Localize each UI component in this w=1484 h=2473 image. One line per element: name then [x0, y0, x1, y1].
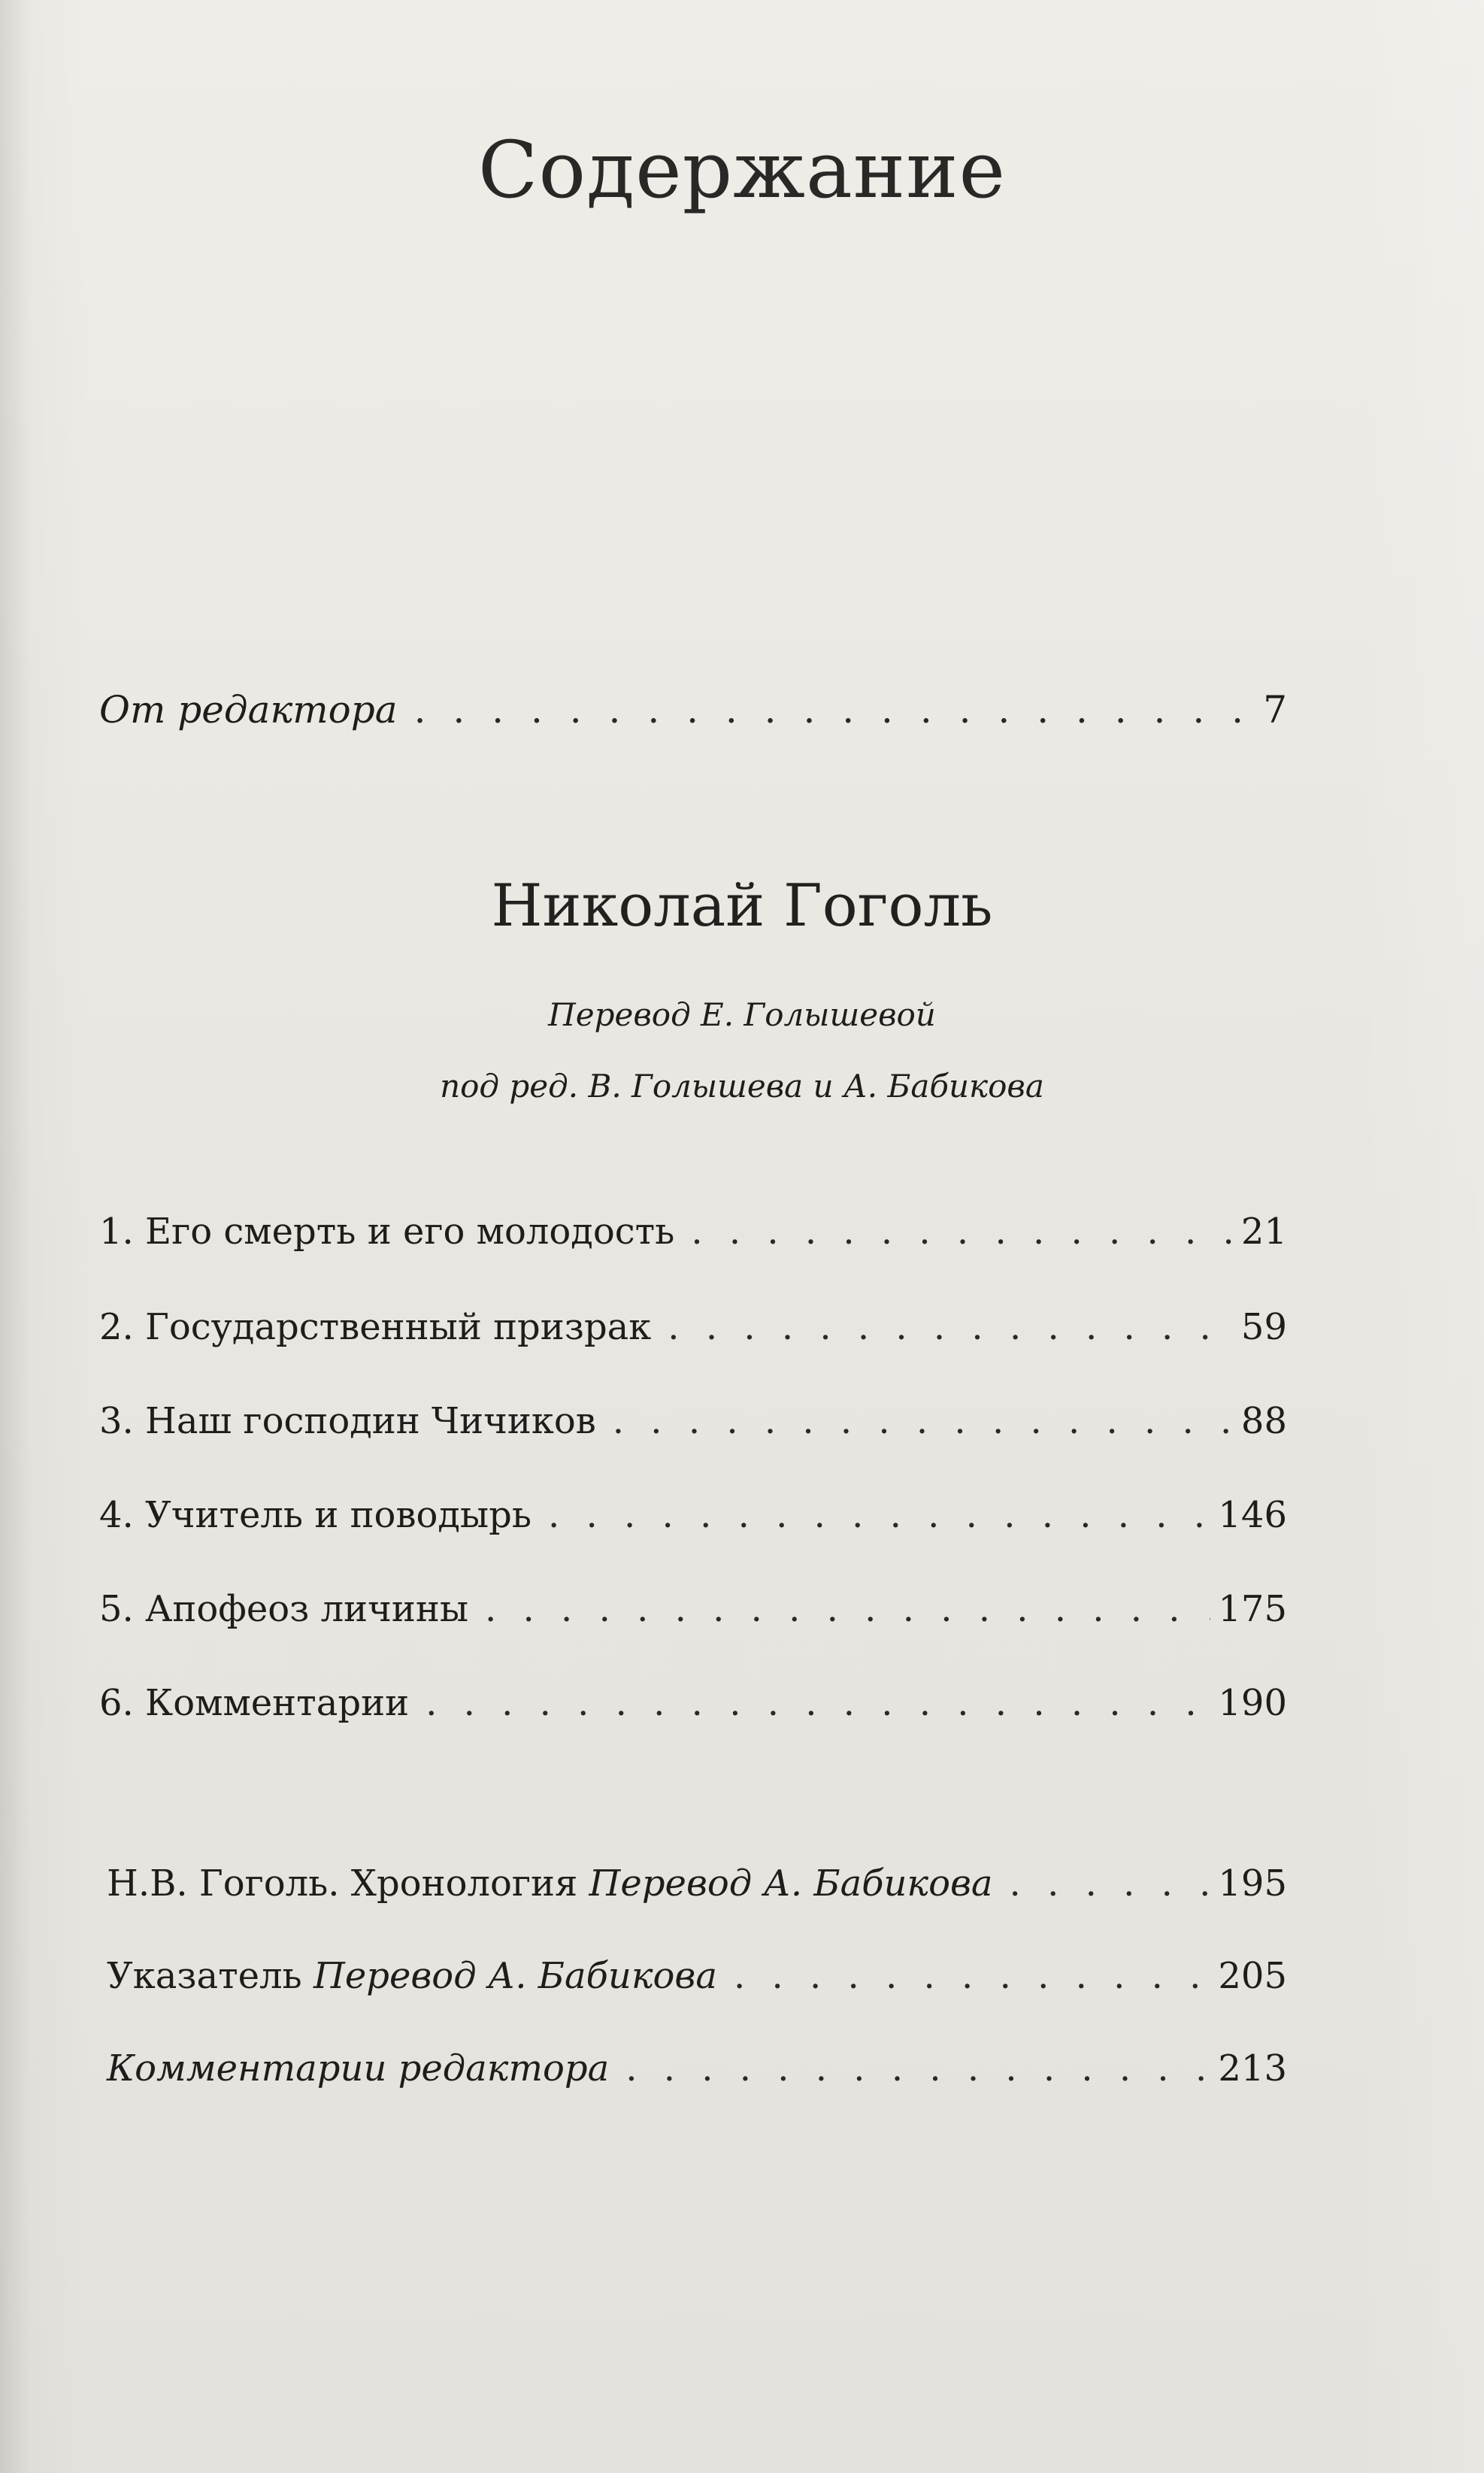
- dot-leader: [426, 1682, 1210, 1724]
- dot-leader: [691, 1211, 1234, 1253]
- toc-appendix-editor-comments: [107, 2047, 1287, 2090]
- toc-entry-label: 2. Государственный призрак: [99, 1306, 652, 1348]
- toc-entry-note: Комментарии редактора: [107, 2047, 610, 2090]
- author-heading: Николай Гоголь: [491, 872, 993, 940]
- toc-appendix-index: [107, 1955, 1287, 1997]
- dot-leader: [613, 1400, 1234, 1442]
- toc-entry-page: 21: [1240, 1211, 1287, 1253]
- toc-entry-page: 205: [1218, 1955, 1287, 1997]
- toc-entry-label: 4. Учитель и поводырь: [99, 1494, 532, 1536]
- toc-chapter-2: [99, 1306, 1287, 1348]
- toc-chapter-4: [99, 1494, 1287, 1536]
- dot-leader: [1010, 1862, 1211, 1905]
- toc-entry-label: 3. Наш господин Чичиков: [99, 1400, 596, 1442]
- dot-leader: [668, 1306, 1234, 1348]
- toc-entry-page: 175: [1218, 1588, 1287, 1630]
- toc-chapter-5: [99, 1588, 1287, 1630]
- dot-leader: [734, 1955, 1210, 1997]
- toc-entry-editor: [99, 688, 1287, 732]
- editors-line: под ред. В. Голышева и А. Бабикова: [440, 1068, 1044, 1105]
- toc-entry-label: [107, 1955, 717, 1997]
- toc-entry-title: Н.В. Гоголь. Хронология: [107, 1862, 578, 1905]
- toc-chapter-3: [99, 1400, 1287, 1442]
- toc-entry-note: Перевод А. Бабикова: [589, 1862, 993, 1905]
- toc-entry-page: 7: [1263, 688, 1287, 732]
- toc-entry-page: 190: [1218, 1682, 1287, 1724]
- toc-entry-label: [107, 1862, 993, 1905]
- dot-leader: [485, 1588, 1210, 1630]
- page-title: Содержание: [477, 124, 1007, 216]
- toc-entry-page: 59: [1240, 1306, 1287, 1348]
- toc-entry-label: [107, 2047, 609, 2090]
- dot-leader: [548, 1494, 1210, 1536]
- toc-entry-page: 88: [1240, 1400, 1287, 1442]
- toc-entry-label: 6. Комментарии: [99, 1682, 410, 1724]
- toc-appendix-chronology: [107, 1862, 1287, 1905]
- toc-entry-label: 5. Апофеоз личины: [99, 1588, 469, 1630]
- toc-entry-label: От редактора: [99, 688, 398, 732]
- toc-chapter-6: [99, 1682, 1287, 1724]
- toc-entry-page: 195: [1218, 1862, 1287, 1905]
- toc-chapter-1: [99, 1211, 1287, 1253]
- toc-entry-page: 213: [1218, 2047, 1287, 2090]
- toc-entry-page: 146: [1218, 1494, 1287, 1536]
- translator-line: Перевод Е. Голышевой: [548, 996, 936, 1033]
- dot-leader: [625, 2047, 1210, 2090]
- toc-entry-label: 1. Его смерть и его молодость: [99, 1211, 675, 1253]
- toc-entry-title: Указатель: [107, 1955, 302, 1997]
- dot-leader: [414, 688, 1256, 732]
- toc-entry-note: Перевод А. Бабикова: [313, 1955, 717, 1997]
